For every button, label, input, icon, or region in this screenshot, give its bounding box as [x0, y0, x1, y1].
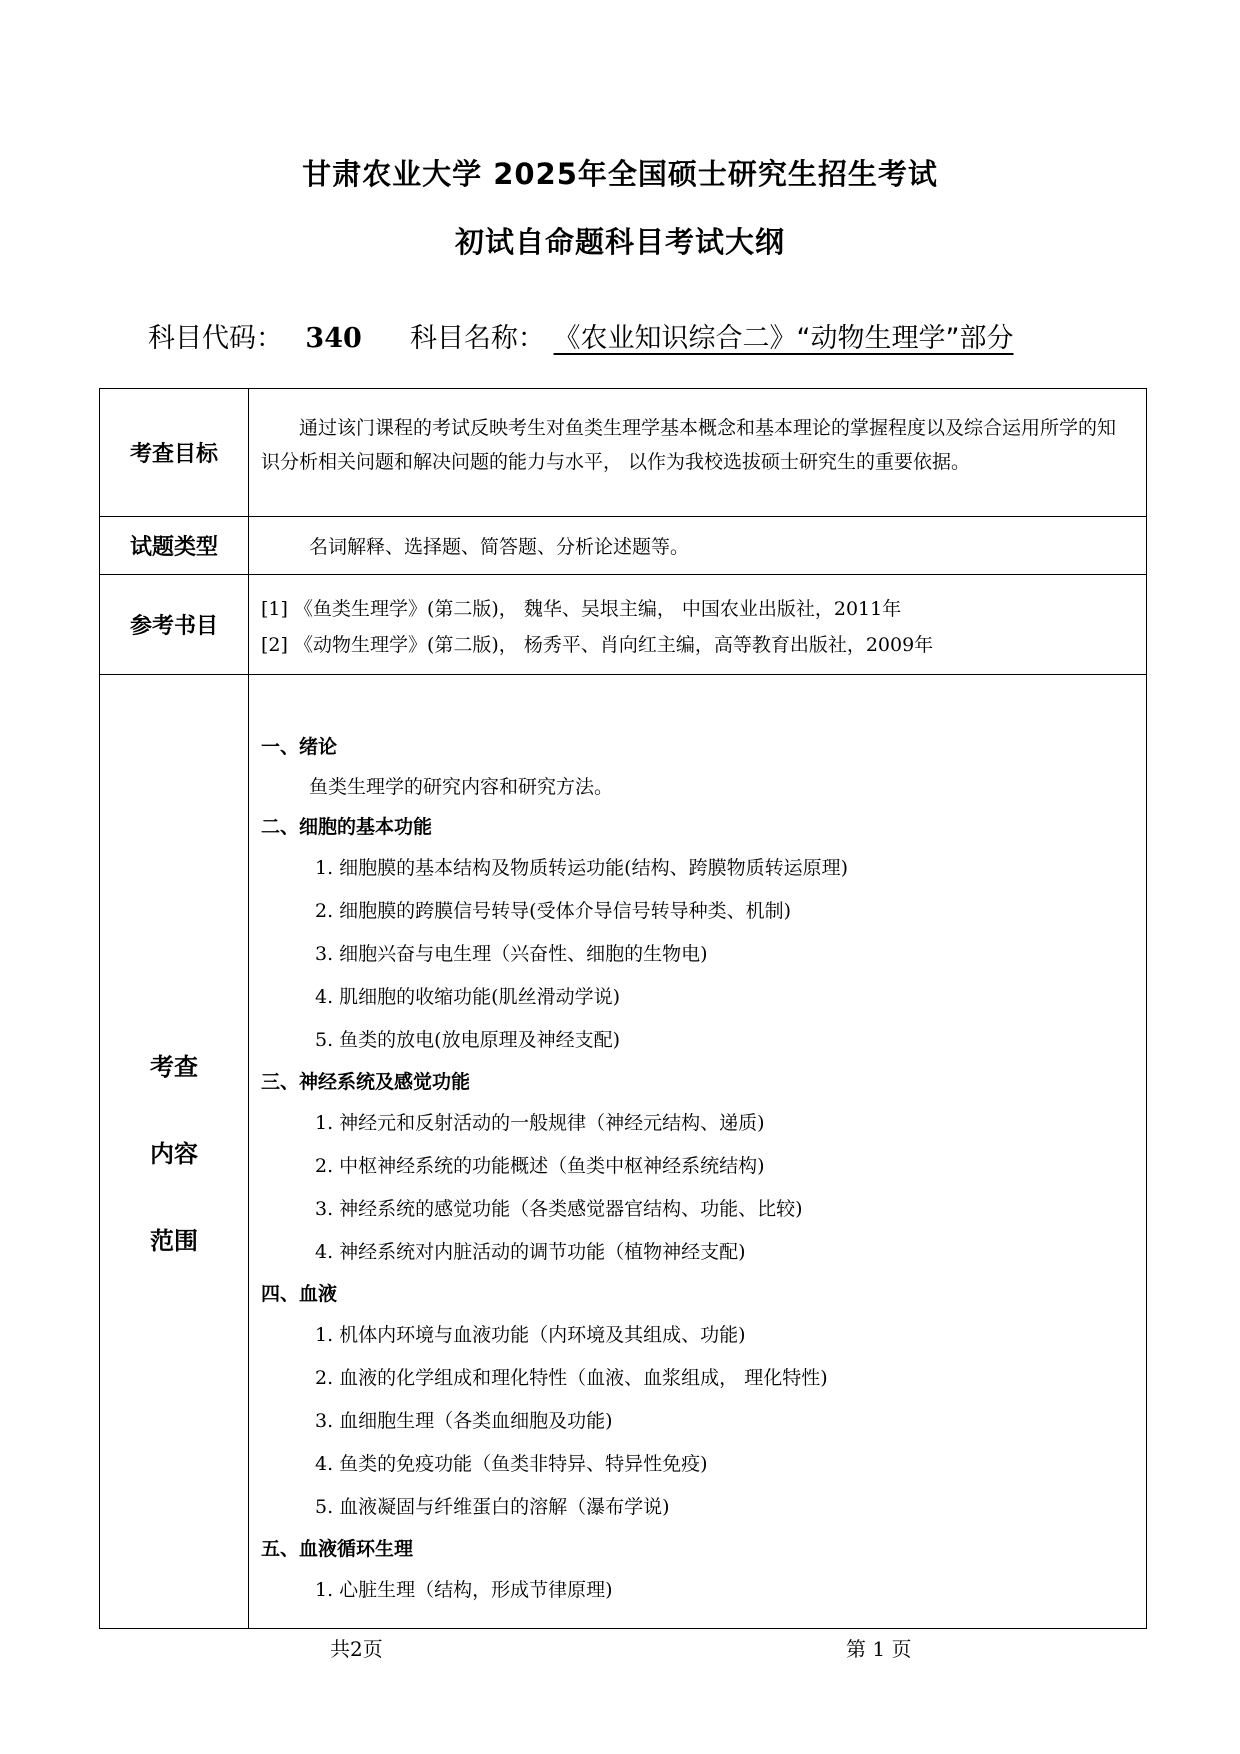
objective-text: 通过该门课程的考试反映考生对鱼类生理学基本概念和基本理论的掌握程度以及综合运用所学的知识分析相关问题和解决问题的能力与水平， 以作为我校选拔硕士研究生的重要依据。: [261, 417, 1117, 473]
section-heading: 一、绪论: [261, 736, 338, 758]
question-types-text: 名词解释、选择题、简答题、分析论述题等。: [309, 536, 690, 558]
outline-item: 4. 神经系统对内脏活动的调节功能（植物神经支配): [315, 1241, 746, 1263]
subject-name-label: 科目名称：: [409, 323, 545, 354]
outline-item: 4. 肌细胞的收缩功能(肌丝滑动学说): [315, 986, 620, 1008]
objective-row: [100, 389, 1146, 517]
outline-item: 2. 细胞膜的跨膜信号转导(受体介导信号转导种类、机制): [315, 900, 791, 922]
outline-item: 4. 鱼类的免疫功能（鱼类非特异、特异性免疫): [315, 1453, 708, 1475]
document-subtitle: 初试自命题科目考试大纲: [454, 225, 785, 259]
scope-label-part: 范围: [150, 1227, 198, 1255]
reference-item: [1] 《鱼类生理学》(第二版)， 魏华、吴垠主编， 中国农业出版社，2011年: [261, 598, 902, 620]
subject-name: 《农业知识综合二》“动物生理学”部分: [553, 323, 1014, 354]
subject-code-label: 科目代码：: [148, 323, 283, 354]
section-heading: 三、神经系统及感觉功能: [261, 1071, 471, 1093]
page-number: 第 1 页: [846, 1637, 912, 1661]
outline-item: 1. 机体内环境与血液功能（内环境及其组成、功能): [315, 1324, 746, 1346]
section-heading: 四、血液: [261, 1283, 338, 1305]
page-total: 共2页: [330, 1637, 383, 1661]
scope-label-part: 内容: [150, 1140, 198, 1168]
references-label: 参考书目: [100, 575, 249, 674]
section-intro: 鱼类生理学的研究内容和研究方法。: [309, 776, 614, 798]
scope-outline: [261, 727, 1134, 1612]
subject-line: [148, 316, 1148, 355]
scope-label: [100, 675, 249, 1628]
reference-item: [2] 《动物生理学》(第二版)， 杨秀平、肖向红主编，高等教育出版社，2009年: [261, 634, 934, 656]
document-title: 甘肃农业大学 2025年全国硕士研究生招生考试: [302, 157, 938, 191]
outline-item: 5. 血液凝固与纤维蛋白的溶解（瀑布学说): [315, 1496, 670, 1518]
outline-item: 3. 血细胞生理（各类血细胞及功能): [315, 1410, 613, 1432]
scope-row: [100, 675, 1146, 1628]
section-heading: 二、细胞的基本功能: [261, 816, 433, 838]
outline-item: 2. 血液的化学组成和理化特性（血液、血浆组成， 理化特性): [315, 1367, 828, 1389]
outline-item: 3. 细胞兴奋与电生理（兴奋性、细胞的生物电): [315, 943, 708, 965]
question-types-row: [100, 517, 1146, 575]
section-heading: 五、血液循环生理: [261, 1538, 414, 1560]
question-types-label: 试题类型: [100, 517, 249, 574]
syllabus-table: [99, 388, 1147, 1629]
outline-item: 1. 心脏生理（结构，形成节律原理): [315, 1579, 613, 1601]
outline-item: 2. 中枢神经系统的功能概述（鱼类中枢神经系统结构): [315, 1155, 765, 1177]
scope-label-part: 考查: [150, 1053, 198, 1081]
subject-code: 340: [305, 323, 362, 354]
references-row: [100, 575, 1146, 675]
outline-item: 3. 神经系统的感觉功能（各类感觉器官结构、功能、比较): [315, 1198, 803, 1220]
objective-label: 考查目标: [100, 389, 249, 516]
outline-item: 5. 鱼类的放电(放电原理及神经支配): [315, 1029, 620, 1051]
outline-item: 1. 神经元和反射活动的一般规律（神经元结构、递质): [315, 1112, 765, 1134]
outline-item: 1. 细胞膜的基本结构及物质转运功能(结构、跨膜物质转运原理): [315, 857, 848, 879]
